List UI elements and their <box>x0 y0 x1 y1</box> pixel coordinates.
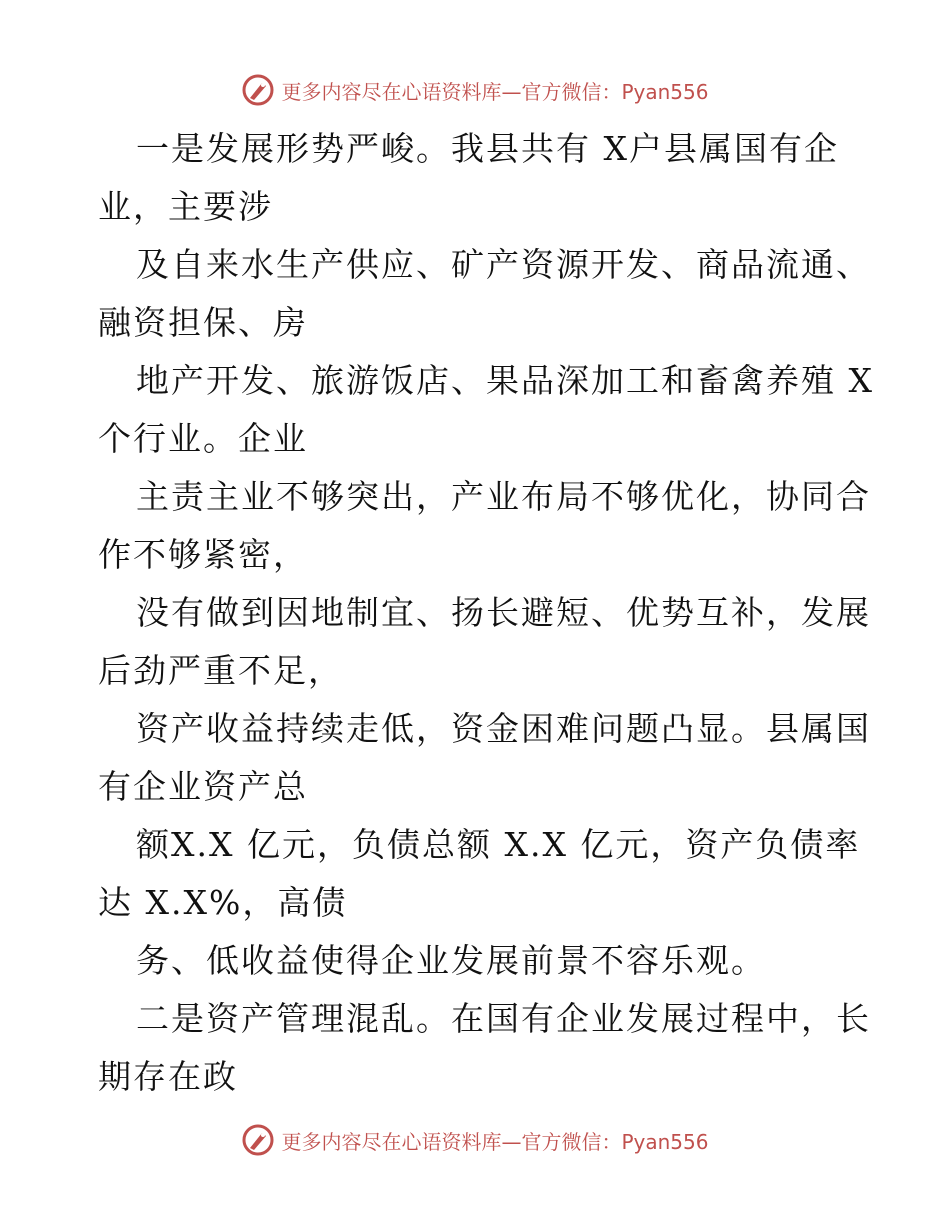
banner-text: 更多内容尽在心语资料库—官方微信：Pyan556 <box>281 79 709 104</box>
paragraph-line: 作不够紧密， <box>98 535 308 574</box>
document-body <box>98 120 874 1106</box>
paragraph <box>98 932 858 990</box>
header-watermark-banner <box>0 70 950 110</box>
paragraph-line: 期存在政 <box>98 1057 238 1096</box>
paragraph <box>98 468 871 584</box>
paragraph <box>98 816 861 932</box>
footer-watermark-banner <box>0 1120 950 1160</box>
paragraph <box>98 990 871 1106</box>
paragraph-line: 及自来水生产供应、矿产资源开发、商品流通、 <box>136 245 871 284</box>
paragraph-line: 资产收益持续走低，资金困难问题凸显。县属国 <box>136 709 871 748</box>
paragraph <box>98 236 871 352</box>
paragraph <box>98 584 871 700</box>
paragraph-line: 主责主业不够突出，产业布局不够优化，协同合 <box>136 477 871 516</box>
paragraph-line: 额X.X 亿元，负债总额 X.X 亿元，资产负债率 <box>136 825 861 864</box>
paragraph <box>98 120 858 236</box>
paragraph <box>98 700 871 816</box>
paragraph <box>98 352 874 468</box>
pen-nib-circle-icon <box>241 1123 275 1157</box>
paragraph-line: 地产开发、旅游饭店、果品深加工和畜禽养殖 X <box>136 361 874 400</box>
pen-nib-circle-icon <box>241 73 275 107</box>
paragraph-line: 有企业资产总 <box>98 767 308 806</box>
paragraph-line: 没有做到因地制宜、扬长避短、优势互补，发展 <box>136 593 871 632</box>
paragraph-line: 一是发展形势严峻。我县共有 X户县属国有企 <box>136 129 839 168</box>
paragraph-line: 务、低收益使得企业发展前景不容乐观。 <box>136 941 766 980</box>
paragraph-line: 个行业。企业 <box>98 419 308 458</box>
paragraph-line: 融资担保、房 <box>98 303 308 342</box>
paragraph-line: 达 X.X%，高债 <box>98 883 348 922</box>
paragraph-line: 后劲严重不足， <box>98 651 343 690</box>
banner-text: 更多内容尽在心语资料库—官方微信：Pyan556 <box>281 1129 709 1154</box>
paragraph-line: 二是资产管理混乱。在国有企业发展过程中，长 <box>136 999 871 1038</box>
paragraph-line: 业，主要涉 <box>98 187 273 226</box>
